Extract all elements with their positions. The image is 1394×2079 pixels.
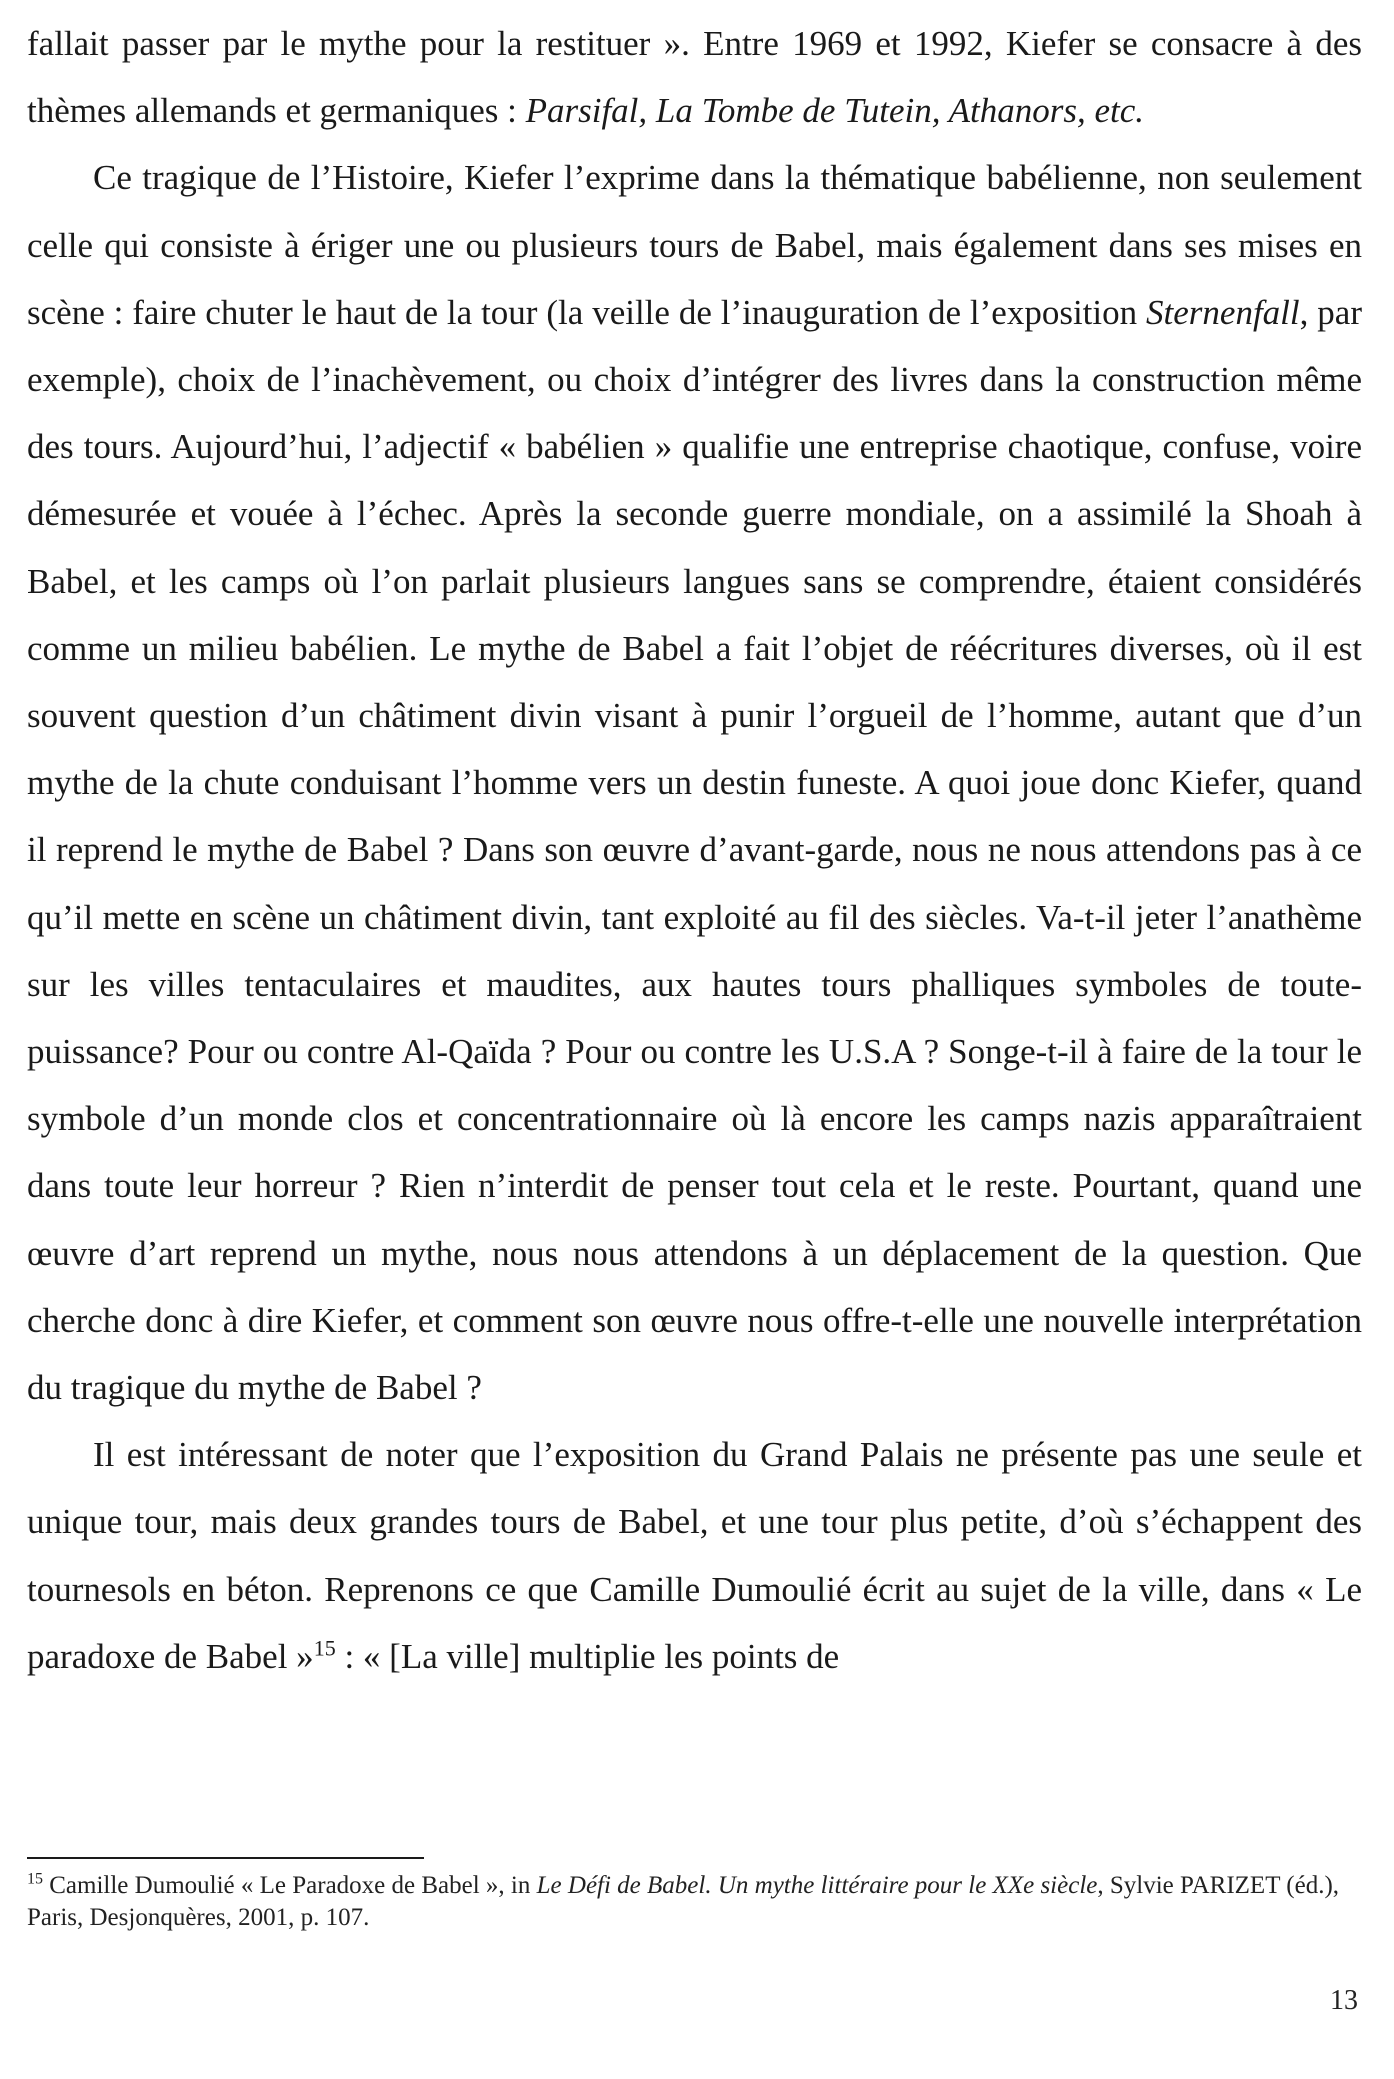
document-page (27, 0, 1362, 2079)
paragraph-1 (27, 10, 1362, 144)
body-text (27, 10, 1362, 1690)
footnote-text-end: , Sylvie PARIZET (éd.), Paris, Desjonquères, 2001, p. 107. (27, 1872, 1340, 1931)
footnote (27, 1870, 1362, 1934)
footnote-number: 15 (27, 1870, 43, 1888)
paragraph-3-text-end: : « [La ville] multiplie les points de (335, 1636, 840, 1676)
paragraph-2-text-start: Ce tragique de l’Histoire, Kiefer l’exprime dans la thématique babélienne, non seulement celle qui consiste à ériger une ou plusieurs tours de Babel, mais également dans ses mises en scène : faire chuter le haut de la tour (la veille de l’inauguration de l’exposition (27, 158, 1362, 332)
paragraph-1-italic-works: Parsifal, La Tombe de Tutein, Athanors, etc. (525, 91, 1144, 131)
paragraph-1-text: fallait passer par le mythe pour la restituer ». Entre 1969 et 1992, Kiefer se consacre à des thèmes allemands et germaniques : (27, 24, 1362, 131)
paragraph-3 (27, 1421, 1362, 1690)
paragraph-2-italic-title: Sternenfall (1146, 292, 1300, 332)
footnote-reference[interactable]: 15 (313, 1635, 336, 1661)
footnote-text-start: Camille Dumoulié « Le Paradoxe de Babel », in (43, 1872, 537, 1899)
paragraph-2-text-end: , par exemple), choix de l’inachèvement, ou choix d’intégrer des livres dans la construction même des tours. Aujourd’hui, l’adjectif « babélien » qualifie une entreprise chaotique, confuse, voire démesurée et vouée à l’échec. Après la seconde guerre mondiale, on a assimilé la Shoah à Babel, et les camps où l’on parlait plusieurs langues sans se comprendre, étaient considérés comme un milieu babélien. Le mythe de Babel a fait l’objet de réécritures diverses, où il est souvent question d’un châtiment divin visant à punir l’orgueil de l’homme, autant que d’un mythe de la chute conduisant l’homme vers un destin funeste. A quoi joue donc Kiefer, quand il reprend le mythe de Babel ? Dans son œuvre d’avant-garde, nous ne nous attendons pas à ce qu’il mette en scène un châtiment divin, tant exploité au fil des siècles. Va-t-il jeter l’anathème sur les villes tentaculaires et maudites, aux hautes tours phalliques symboles de toute-puissance? Pour ou contre Al-Qaïda ? Pour ou contre les U.S.A ? Songe-t-il à faire de la tour le symbole d’un monde clos et concentrationnaire où là encore les camps nazis apparaîtraient dans toute leur horreur ? Rien n’interdit de penser tout cela et le reste. Pourtant, quand une œuvre d’art reprend un mythe, nous nous attendons à un déplacement de la question. Que cherche donc à dire Kiefer, et comment son œuvre nous offre-t-elle une nouvelle interprétation du tragique du mythe de Babel ? (27, 292, 1362, 1408)
paragraph-2 (27, 144, 1362, 1421)
footnote-separator (27, 1857, 424, 1859)
page-number: 13 (1330, 1985, 1358, 2016)
paragraph-3-text-start: Il est intéressant de noter que l’exposition du Grand Palais ne présente pas une seule et unique tour, mais deux grandes tours de Babel, et une tour plus petite, d’où s’échappent des tournesols en béton. Reprenons ce que Camille Dumoulié écrit au sujet de la ville, dans « Le paradoxe de Babel » (27, 1435, 1362, 1676)
footnote-italic-title: Le Défi de Babel. Un mythe littéraire pour le XXe siècle (536, 1872, 1098, 1899)
